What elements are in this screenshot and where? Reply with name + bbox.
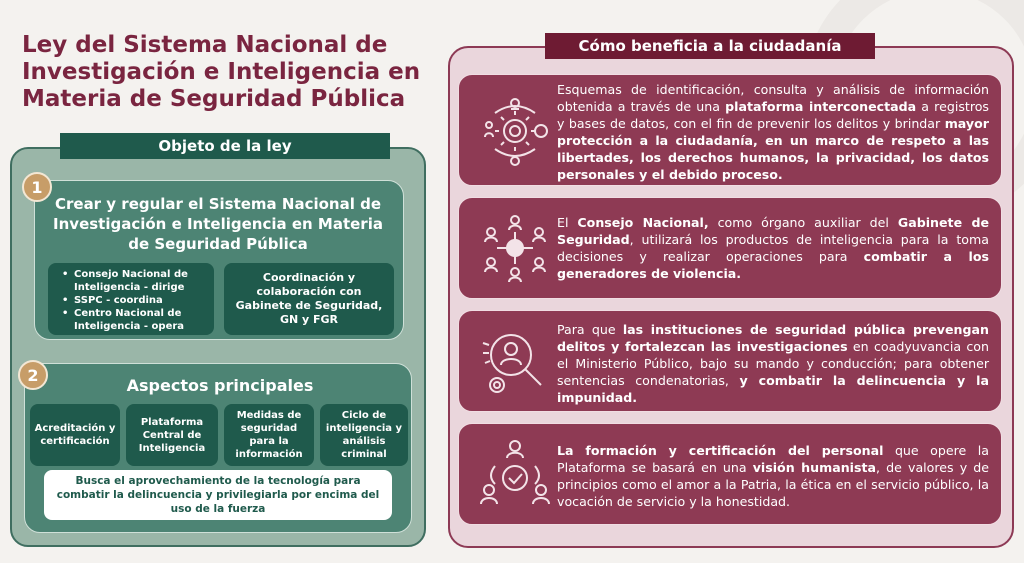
text-segment: , de valores y de principios como el amor a la Patria, la ética en el servicio público, la vocación de servicio y la honestidad. <box>557 460 990 509</box>
list-item: • Centro Nacional de Inteligencia - opera <box>62 307 206 333</box>
text-segment: plataforma interconectada <box>725 99 917 114</box>
objeto-header: Objeto de la ley <box>60 133 390 159</box>
organs-list <box>48 263 214 337</box>
certified-team-icon <box>477 436 553 512</box>
text-segment: Para que <box>557 322 623 337</box>
section-1-title: Crear y regular el Sistema Nacional de Investigación e Inteligencia en Materia de Seguridad Pública <box>53 195 383 253</box>
list-item: • Consejo Nacional de Inteligencia - dirige <box>62 268 206 294</box>
beneficios-header: Cómo beneficia a la ciudadanía <box>545 33 875 59</box>
benefit-card-2 <box>458 197 1002 299</box>
benefit-text-1 <box>557 81 989 183</box>
text-segment: combatir a los generadores de violencia. <box>557 249 989 281</box>
text-segment: que opere la Plataforma se basará en una <box>557 443 990 475</box>
page-title: Ley del Sistema Nacional de Investigación e Inteligencia en Materia de Seguridad Pública <box>22 32 421 112</box>
text-segment: en coadyuvancia con el Ministerio Público, bajo su mando y conducción; para obtener sentencias condenatorias, <box>557 339 989 388</box>
aspect-medidas: Medidas de seguridad para la información <box>224 404 314 466</box>
benefit-card-4 <box>458 423 1002 525</box>
text-segment: , utilizará los productos de inteligencia para la toma decisiones y realizar operaciones para <box>557 232 989 264</box>
text-segment: El <box>557 215 578 230</box>
list-item: • SSPC - coordina <box>62 294 206 307</box>
section-2-title: Aspectos principales <box>126 376 314 395</box>
text-segment: y combatir la delincuencia y la impunidad. <box>557 373 989 405</box>
text-segment: a registros y bases de datos, con el fin de prevenir los delitos y brindar <box>557 99 989 131</box>
benefit-card-1 <box>458 74 1002 186</box>
text-segment: Gabinete de Seguridad <box>557 215 989 247</box>
coordination-card: Coordinación y colaboración con Gabinete de Seguridad, GN y FGR <box>224 263 394 335</box>
text-segment: La formación y certificación del personal <box>557 443 884 458</box>
organs-list-card <box>48 263 214 335</box>
gear-network-icon <box>477 93 553 169</box>
section-2-number: 2 <box>18 360 48 390</box>
text-segment: Esquemas de identificación, consulta y análisis de información obtenida a través de una <box>557 82 989 114</box>
benefit-text-2 <box>557 214 989 282</box>
aspect-ciclo: Ciclo de inteligencia y análisis criminal <box>320 404 408 466</box>
text-segment: las instituciones de seguridad pública prevengan delitos y fortalezcan las investigaciones <box>557 322 989 354</box>
benefit-text-4 <box>557 442 989 510</box>
benefit-text-3 <box>557 321 989 406</box>
magnifier-analysis-icon <box>477 323 553 399</box>
aspect-acreditacion: Acreditación y certificación <box>30 404 120 466</box>
technology-note: Busca el aprovechamiento de la tecnología para combatir la delincuencia y privilegiarla por encima del uso de la fuerza <box>44 470 392 520</box>
text-segment: como órgano auxiliar del <box>708 215 898 230</box>
benefit-card-3 <box>458 310 1002 412</box>
section-1-number: 1 <box>22 172 52 202</box>
council-network-icon <box>477 210 553 286</box>
aspect-plataforma: Plataforma Central de Inteligencia <box>126 404 218 466</box>
text-segment: mayor protección a la ciudadanía, en un marco de respeto a las libertades, los derechos humanos, la privacidad, los datos personales y el debido proceso. <box>557 116 989 182</box>
text-segment: visión humanista <box>752 460 877 475</box>
text-segment: Consejo Nacional, <box>577 215 709 230</box>
